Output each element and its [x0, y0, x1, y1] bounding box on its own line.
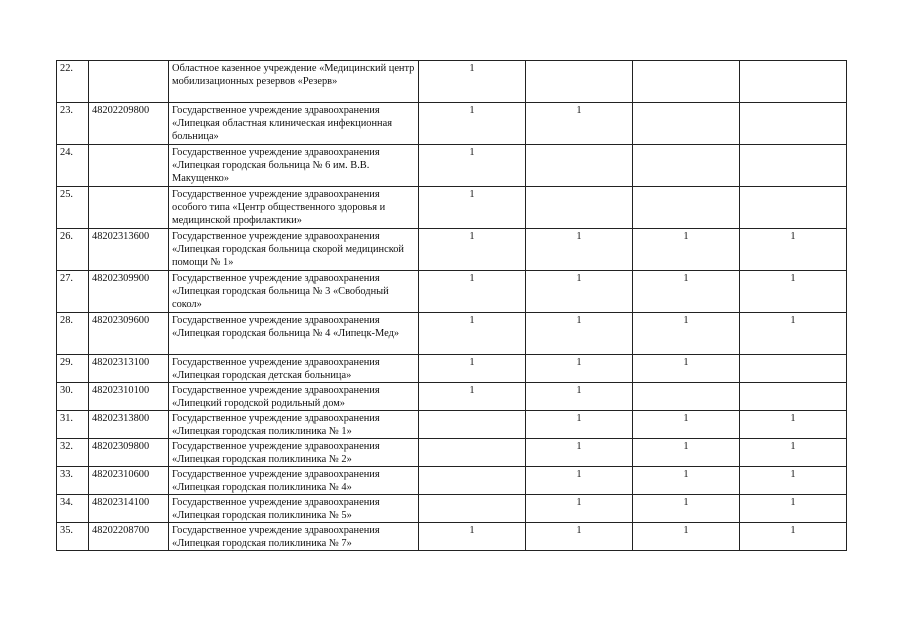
row-number-cell: 27.	[57, 271, 89, 313]
row-number-cell: 24.	[57, 145, 89, 187]
oktmo-code-cell	[89, 145, 169, 187]
mark-cell-2	[526, 145, 633, 187]
mark-cell-3: 1	[633, 229, 740, 271]
mark-cell-1: 1	[419, 61, 526, 103]
row-number-cell: 34.	[57, 495, 89, 523]
mark-cell-1: 1	[419, 313, 526, 355]
mark-cell-3	[633, 103, 740, 145]
registry-table	[56, 60, 847, 551]
mark-cell-3	[633, 145, 740, 187]
table-row	[57, 523, 847, 551]
row-number-cell: 28.	[57, 313, 89, 355]
mark-cell-2: 1	[526, 103, 633, 145]
table-row	[57, 187, 847, 229]
mark-cell-1	[419, 467, 526, 495]
mark-cell-3: 1	[633, 355, 740, 383]
mark-cell-1: 1	[419, 271, 526, 313]
mark-cell-2	[526, 187, 633, 229]
mark-cell-3: 1	[633, 467, 740, 495]
mark-cell-4: 1	[740, 467, 847, 495]
table-row	[57, 411, 847, 439]
oktmo-code-cell: 48202313600	[89, 229, 169, 271]
organization-name-cell: Государственное учреждение здравоохранения особого типа «Центр общественного здоровья и медицинской профилактики»	[169, 187, 419, 229]
registry-table-body	[57, 61, 847, 551]
mark-cell-1: 1	[419, 383, 526, 411]
organization-name-cell: Государственное учреждение здравоохранения «Липецкая городская детская больница»	[169, 355, 419, 383]
mark-cell-2: 1	[526, 355, 633, 383]
organization-name-cell: Государственное учреждение здравоохранения «Липецкая городская поликлиника № 1»	[169, 411, 419, 439]
row-number-cell: 33.	[57, 467, 89, 495]
oktmo-code-cell: 48202309800	[89, 439, 169, 467]
row-number-cell: 23.	[57, 103, 89, 145]
mark-cell-2: 1	[526, 495, 633, 523]
oktmo-code-cell: 48202309900	[89, 271, 169, 313]
oktmo-code-cell: 48202314100	[89, 495, 169, 523]
mark-cell-4: 1	[740, 411, 847, 439]
mark-cell-1	[419, 495, 526, 523]
row-number-cell: 30.	[57, 383, 89, 411]
mark-cell-4	[740, 103, 847, 145]
organization-name-cell: Государственное учреждение здравоохранения «Липецкая городская поликлиника № 5»	[169, 495, 419, 523]
mark-cell-2: 1	[526, 313, 633, 355]
organization-name-cell: Государственное учреждение здравоохранения «Липецкая городская больница № 3 «Свободный сокол»	[169, 271, 419, 313]
table-row	[57, 495, 847, 523]
mark-cell-1: 1	[419, 187, 526, 229]
organization-name-cell: Государственное учреждение здравоохранения «Липецкая городская больница № 4 «Липецк-Мед»	[169, 313, 419, 355]
oktmo-code-cell: 48202310600	[89, 467, 169, 495]
organization-name-cell: Государственное учреждение здравоохранения «Липецкая городская поликлиника № 4»	[169, 467, 419, 495]
table-row	[57, 439, 847, 467]
mark-cell-2: 1	[526, 411, 633, 439]
mark-cell-3	[633, 187, 740, 229]
mark-cell-1: 1	[419, 523, 526, 551]
mark-cell-3: 1	[633, 271, 740, 313]
mark-cell-3: 1	[633, 495, 740, 523]
organization-name-cell: Государственное учреждение здравоохранения «Липецкая городская поликлиника № 7»	[169, 523, 419, 551]
oktmo-code-cell	[89, 61, 169, 103]
mark-cell-4: 1	[740, 495, 847, 523]
mark-cell-1: 1	[419, 355, 526, 383]
mark-cell-3: 1	[633, 313, 740, 355]
mark-cell-2: 1	[526, 229, 633, 271]
mark-cell-4	[740, 145, 847, 187]
row-number-cell: 29.	[57, 355, 89, 383]
mark-cell-2: 1	[526, 523, 633, 551]
mark-cell-4: 1	[740, 439, 847, 467]
oktmo-code-cell: 48202208700	[89, 523, 169, 551]
organization-name-cell: Государственное учреждение здравоохранения «Липецкая городская поликлиника № 2»	[169, 439, 419, 467]
mark-cell-4	[740, 61, 847, 103]
oktmo-code-cell	[89, 187, 169, 229]
mark-cell-2: 1	[526, 439, 633, 467]
mark-cell-1: 1	[419, 145, 526, 187]
organization-name-cell: Областное казенное учреждение «Медицинский центр мобилизационных резервов «Резерв»	[169, 61, 419, 103]
table-row	[57, 103, 847, 145]
mark-cell-1	[419, 411, 526, 439]
organization-name-cell: Государственное учреждение здравоохранения «Липецкий городской родильный дом»	[169, 383, 419, 411]
mark-cell-2: 1	[526, 271, 633, 313]
oktmo-code-cell: 48202313100	[89, 355, 169, 383]
mark-cell-1: 1	[419, 103, 526, 145]
mark-cell-4	[740, 355, 847, 383]
table-row	[57, 229, 847, 271]
mark-cell-3: 1	[633, 523, 740, 551]
row-number-cell: 25.	[57, 187, 89, 229]
row-number-cell: 26.	[57, 229, 89, 271]
mark-cell-1: 1	[419, 229, 526, 271]
organization-name-cell: Государственное учреждение здравоохранения «Липецкая городская больница скорой медицинской помощи № 1»	[169, 229, 419, 271]
mark-cell-4: 1	[740, 229, 847, 271]
oktmo-code-cell: 48202310100	[89, 383, 169, 411]
table-row	[57, 61, 847, 103]
mark-cell-2	[526, 61, 633, 103]
row-number-cell: 22.	[57, 61, 89, 103]
mark-cell-2: 1	[526, 383, 633, 411]
mark-cell-4	[740, 383, 847, 411]
mark-cell-4	[740, 187, 847, 229]
row-number-cell: 32.	[57, 439, 89, 467]
table-row	[57, 467, 847, 495]
organization-name-cell: Государственное учреждение здравоохранения «Липецкая областная клиническая инфекционная больница»	[169, 103, 419, 145]
mark-cell-3: 1	[633, 439, 740, 467]
organization-name-cell: Государственное учреждение здравоохранения «Липецкая городская больница № 6 им. В.В. Макущенко»	[169, 145, 419, 187]
oktmo-code-cell: 48202313800	[89, 411, 169, 439]
table-row	[57, 383, 847, 411]
mark-cell-4: 1	[740, 271, 847, 313]
row-number-cell: 31.	[57, 411, 89, 439]
row-number-cell: 35.	[57, 523, 89, 551]
table-row	[57, 145, 847, 187]
oktmo-code-cell: 48202209800	[89, 103, 169, 145]
oktmo-code-cell: 48202309600	[89, 313, 169, 355]
mark-cell-1	[419, 439, 526, 467]
mark-cell-2: 1	[526, 467, 633, 495]
mark-cell-3	[633, 383, 740, 411]
mark-cell-3	[633, 61, 740, 103]
table-row	[57, 313, 847, 355]
mark-cell-4: 1	[740, 313, 847, 355]
table-row	[57, 271, 847, 313]
mark-cell-4: 1	[740, 523, 847, 551]
mark-cell-3: 1	[633, 411, 740, 439]
table-row	[57, 355, 847, 383]
